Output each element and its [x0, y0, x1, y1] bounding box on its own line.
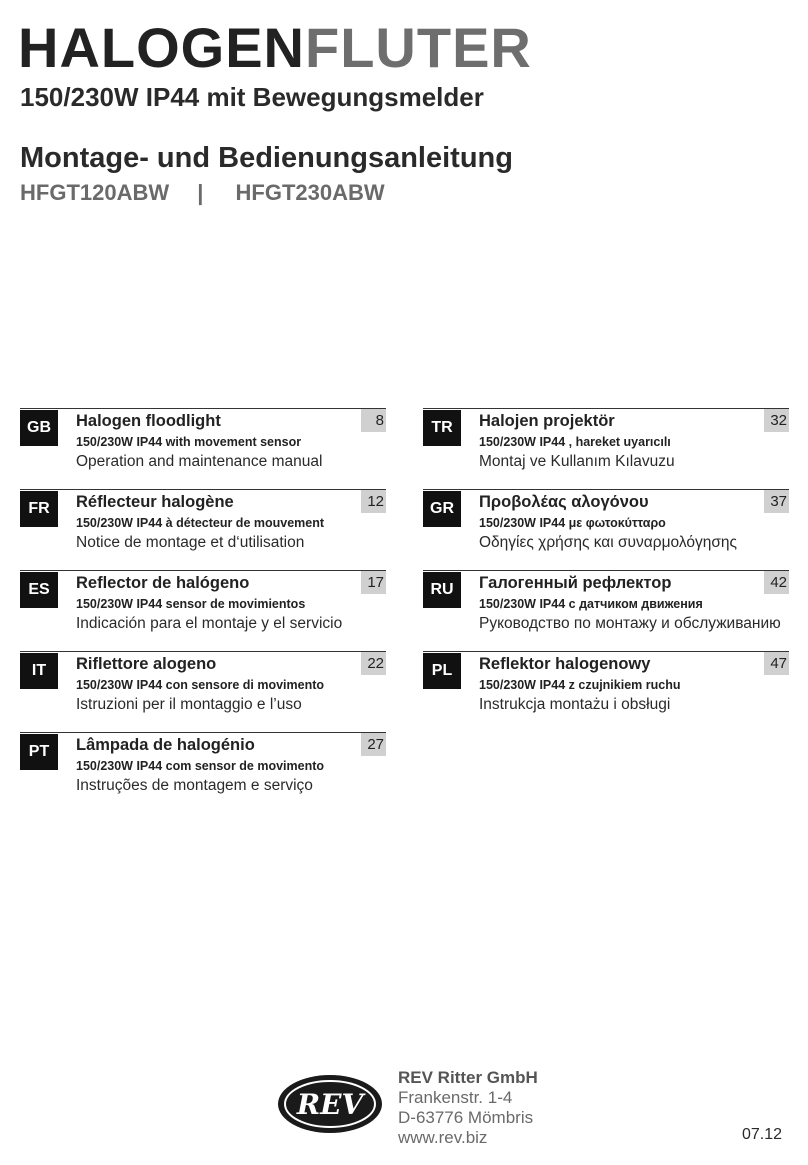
page-number-badge: 37	[764, 490, 789, 513]
entry-spec: 150/230W IP44 com sensor de movimento	[76, 759, 325, 773]
document-date: 07.12	[742, 1126, 783, 1143]
entry-description: Operation and maintenance manual	[76, 453, 323, 470]
language-code-badge: GR	[423, 491, 461, 527]
entry-name: Reflector de halógeno	[76, 574, 250, 592]
language-entry-gb[interactable]	[20, 408, 386, 489]
title-part-fluter: FLUTER	[305, 16, 532, 79]
model-number-2: HFGT230ABW	[235, 180, 385, 205]
language-list-right	[423, 408, 789, 732]
entry-name: Reflektor halogenowy	[479, 655, 651, 673]
entry-name: Προβολέας αλογόνου	[479, 493, 649, 511]
model-separator: |	[197, 180, 204, 205]
language-entry-fr[interactable]	[20, 489, 386, 570]
entry-name: Lâmpada de halogénio	[76, 736, 255, 754]
entry-spec: 150/230W IP44 με φωτοκύτταρο	[479, 516, 666, 530]
page-number-badge: 22	[361, 652, 386, 675]
language-entry-it[interactable]	[20, 651, 386, 732]
page-number-badge: 42	[764, 571, 789, 594]
entry-spec: 150/230W IP44 z czujnikiem ruchu	[479, 678, 681, 692]
company-website[interactable]: www.rev.biz	[398, 1128, 488, 1147]
language-code-badge: PT	[20, 734, 58, 770]
language-entry-es[interactable]	[20, 570, 386, 651]
entry-spec: 150/230W IP44 с датчиком движения	[479, 597, 703, 611]
language-entry-gr[interactable]	[423, 489, 789, 570]
entry-description: Руководство по монтажу и обслуживанию	[479, 615, 781, 632]
entry-description: Istruzioni per il montaggio e l’uso	[76, 696, 302, 713]
entry-description: Instrukcja montażu i obsługi	[479, 696, 671, 713]
company-name: REV Ritter GmbH	[398, 1068, 538, 1087]
entry-spec: 150/230W IP44 with movement sensor	[76, 435, 302, 449]
language-entry-pl[interactable]	[423, 651, 789, 732]
page-number-badge: 27	[361, 733, 386, 756]
entry-description: Notice de montage et d‘utilisation	[76, 534, 305, 551]
document-title	[18, 18, 532, 78]
entry-spec: 150/230W IP44 à détecteur de mouvement	[76, 516, 325, 530]
language-code-badge: TR	[423, 410, 461, 446]
entry-spec: 150/230W IP44 sensor de movimientos	[76, 597, 306, 611]
entry-name: Halojen projektör	[479, 412, 615, 430]
page-number-badge: 47	[764, 652, 789, 675]
page-number-badge: 8	[361, 409, 386, 432]
language-entry-pt[interactable]	[20, 732, 386, 813]
company-address	[398, 1068, 538, 1148]
language-code-badge: RU	[423, 572, 461, 608]
page-number-badge: 12	[361, 490, 386, 513]
entry-spec: 150/230W IP44 con sensore di movimento	[76, 678, 325, 692]
entry-description: Οδηγίες χρήσης και συναρμολόγησης	[479, 534, 737, 551]
product-subtitle: 150/230W IP44 mit Bewegungsmelder	[20, 82, 484, 112]
language-code-badge: FR	[20, 491, 58, 527]
rev-logo	[276, 1071, 384, 1135]
company-city: D-63776 Mömbris	[398, 1108, 534, 1127]
entry-description: Indicación para el montaje y el servicio	[76, 615, 343, 632]
page-number-badge: 17	[361, 571, 386, 594]
entry-name: Réflecteur halogène	[76, 493, 234, 511]
language-code-badge: GB	[20, 410, 58, 446]
entry-name: Галогенный рефлектор	[479, 574, 672, 592]
language-code-badge: PL	[423, 653, 461, 689]
title-part-halogen: HALOGEN	[18, 16, 305, 79]
rev-logo-text: REV	[296, 1088, 364, 1121]
company-street: Frankenstr. 1-4	[398, 1088, 513, 1107]
page-number-badge: 32	[764, 409, 789, 432]
entry-spec: 150/230W IP44 , hareket uyarıcılı	[479, 435, 671, 449]
language-entry-ru[interactable]	[423, 570, 789, 651]
model-numbers	[20, 180, 385, 206]
language-code-badge: IT	[20, 653, 58, 689]
entry-description: Montaj ve Kullanım Kılavuzu	[479, 453, 675, 470]
entry-description: Instruções de montagem e serviço	[76, 777, 313, 794]
entry-name: Halogen floodlight	[76, 412, 221, 430]
entry-name: Riflettore alogeno	[76, 655, 217, 673]
manual-title: Montage- und Bedienungsanleitung	[20, 142, 513, 174]
language-code-badge: ES	[20, 572, 58, 608]
language-entry-tr[interactable]	[423, 408, 789, 489]
model-number-1: HFGT120ABW	[20, 180, 170, 205]
language-list-left	[20, 408, 386, 813]
